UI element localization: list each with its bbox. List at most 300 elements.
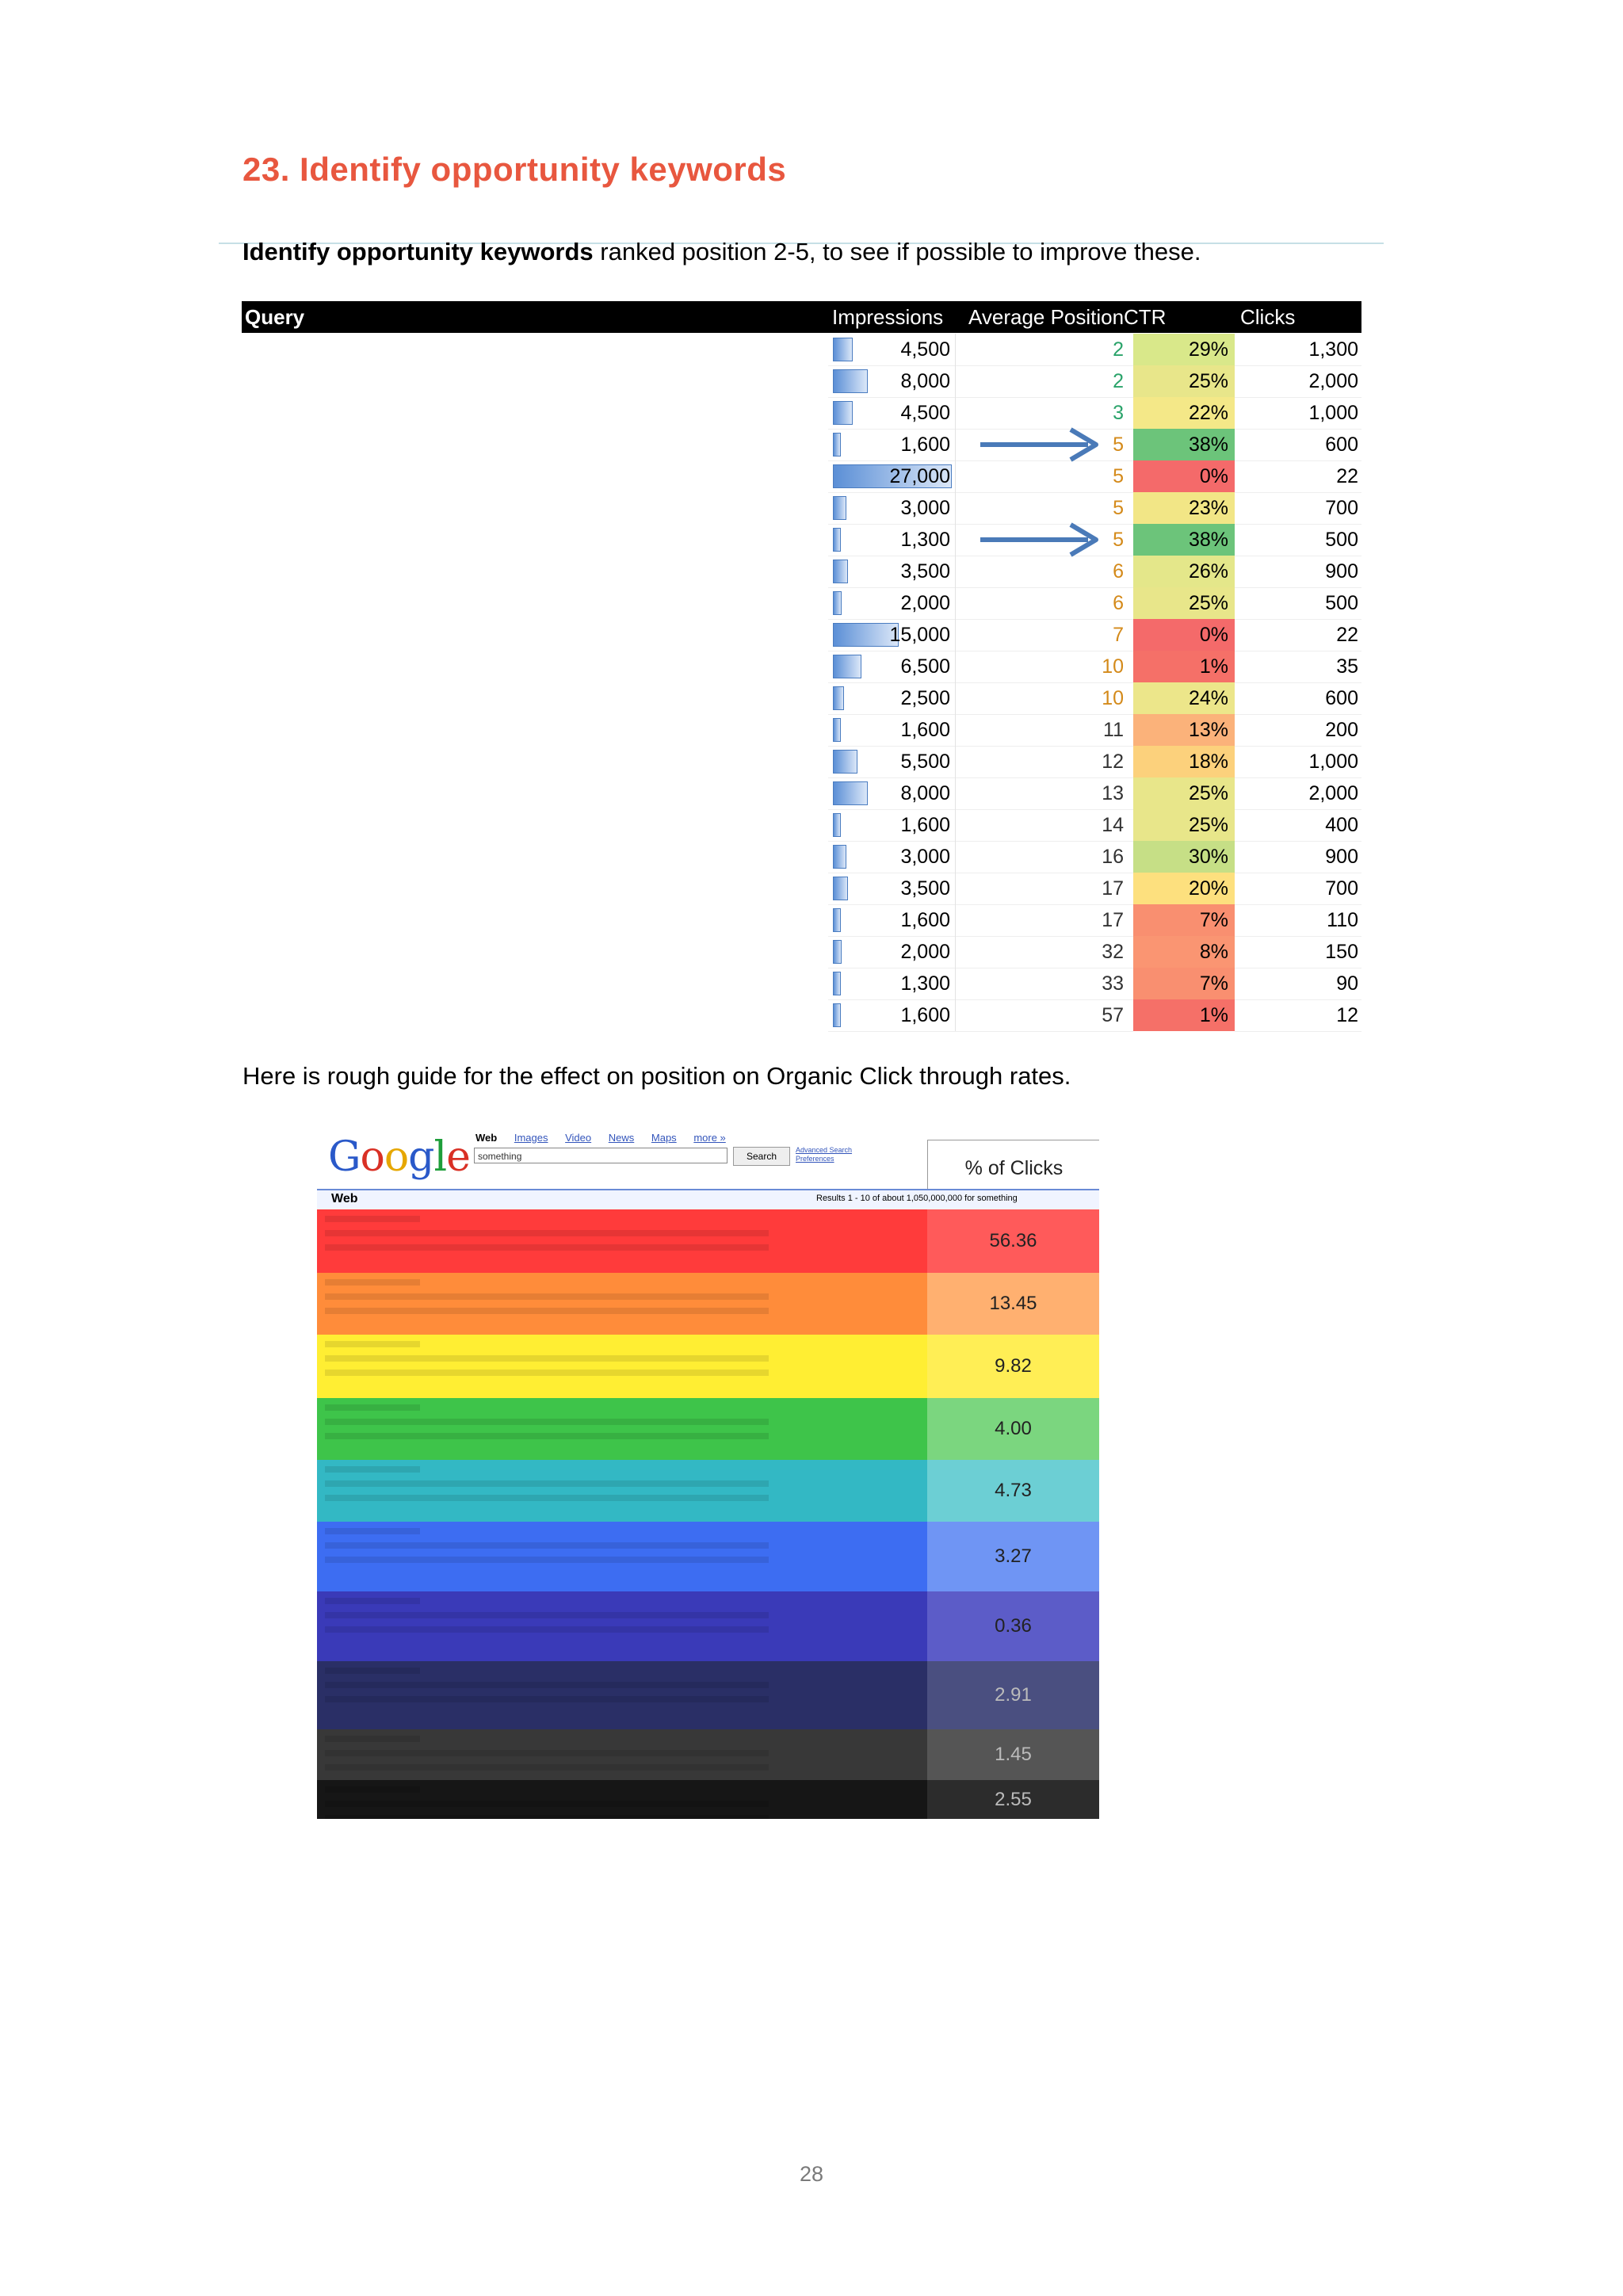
serp-result-snippet — [317, 1398, 927, 1460]
table-row — [242, 556, 1361, 587]
ctr-value: 22% — [1188, 402, 1228, 424]
impressions-data-bar — [833, 813, 841, 837]
ctr-cell — [1133, 365, 1235, 397]
table-row — [242, 334, 1361, 365]
impressions-cell — [828, 873, 956, 905]
impressions-cell — [828, 841, 956, 873]
serp-result-band — [317, 1335, 1099, 1398]
ctr-cell — [1133, 968, 1235, 999]
snippet-line — [325, 1433, 769, 1439]
impressions-cell — [828, 619, 956, 651]
impressions-cell — [828, 397, 956, 430]
nav-more: more » — [693, 1132, 726, 1144]
serp-header — [317, 1110, 1099, 1197]
impressions-data-bar — [833, 528, 841, 552]
clicks-value: 110 — [1327, 909, 1358, 931]
ctr-cell — [1133, 429, 1235, 460]
ctr-value: 0% — [1199, 465, 1228, 487]
serp-result-snippet — [317, 1729, 927, 1780]
table-header — [242, 301, 1361, 333]
ctr-cell — [1133, 777, 1235, 809]
snippet-line — [325, 1764, 769, 1771]
ctr-value: 29% — [1188, 338, 1228, 361]
ctr-value: 13% — [1188, 719, 1228, 741]
position-value: 5 — [1113, 434, 1124, 456]
position-cell — [955, 651, 1133, 683]
impressions-cell — [828, 682, 956, 715]
ctr-cell — [1133, 746, 1235, 777]
ctr-value: 25% — [1188, 370, 1228, 392]
impressions-data-bar — [833, 655, 861, 678]
snippet-line — [325, 1668, 420, 1674]
position-value: 17 — [1102, 877, 1124, 900]
clicks-value: 1,300 — [1308, 338, 1358, 361]
impressions-data-bar — [833, 369, 868, 393]
impressions-value: 3,000 — [900, 846, 950, 868]
table-row — [242, 619, 1361, 651]
snippet-line — [325, 1466, 420, 1473]
ctr-value: 20% — [1188, 877, 1228, 900]
position-cell — [955, 460, 1133, 493]
ctr-value: 1% — [1199, 655, 1228, 678]
clicks-value: 900 — [1325, 560, 1358, 583]
impressions-cell — [828, 968, 956, 1000]
clicks-value: 35 — [1336, 655, 1358, 678]
impressions-value: 1,600 — [900, 719, 950, 741]
snippet-line — [325, 1308, 769, 1314]
ctr-cell — [1133, 714, 1235, 746]
position-value: 33 — [1102, 972, 1124, 995]
position-value: 6 — [1113, 560, 1124, 583]
clicks-cell — [1235, 492, 1361, 525]
table-row — [242, 999, 1361, 1031]
snippet-line — [325, 1370, 769, 1376]
position-value: 14 — [1102, 814, 1124, 836]
table-row — [242, 524, 1361, 556]
serp-click-distribution-image — [317, 1110, 1099, 1819]
position-cell — [955, 809, 1133, 842]
intro-paragraph — [242, 238, 1201, 266]
position-value: 57 — [1102, 1004, 1124, 1026]
clicks-value: 1,000 — [1308, 751, 1358, 773]
nav-news: News — [608, 1132, 635, 1144]
serp-result-band — [317, 1273, 1099, 1335]
clicks-value: 600 — [1325, 687, 1358, 709]
intro-text: ranked position 2-5, to see if possible to improve these. — [593, 238, 1201, 266]
serp-nav — [475, 1132, 740, 1144]
position-value: 2 — [1113, 370, 1124, 392]
impressions-data-bar — [833, 560, 848, 583]
impressions-value: 3,500 — [900, 560, 950, 583]
clicks-value: 2,000 — [1308, 370, 1358, 392]
ctr-cell — [1133, 936, 1235, 968]
impressions-data-bar — [833, 401, 853, 425]
position-value: 16 — [1102, 846, 1124, 868]
position-cell — [955, 873, 1133, 905]
percent-clicks-value: 2.91 — [927, 1661, 1099, 1729]
ctr-cell — [1133, 334, 1235, 365]
snippet-line — [325, 1230, 769, 1236]
clicks-value: 22 — [1336, 465, 1358, 487]
snippet-line — [325, 1750, 769, 1756]
clicks-cell — [1235, 365, 1361, 398]
position-cell — [955, 968, 1133, 1000]
impressions-value: 2,500 — [900, 687, 950, 709]
clicks-cell — [1235, 651, 1361, 683]
impressions-value: 1,300 — [900, 972, 950, 995]
snippet-line — [325, 1216, 420, 1222]
clicks-cell — [1235, 809, 1361, 842]
serp-result-band — [317, 1522, 1099, 1591]
nav-images: Images — [514, 1132, 548, 1144]
caption-text: Here is rough guide for the effect on position on Organic Click through rates. — [242, 1062, 1071, 1090]
serp-result-band — [317, 1729, 1099, 1780]
header-clicks: Clicks — [1240, 305, 1296, 329]
impressions-value: 4,500 — [900, 402, 950, 424]
table-row — [242, 841, 1361, 873]
position-value: 2 — [1113, 338, 1124, 361]
serp-result-band — [317, 1398, 1099, 1460]
impressions-cell — [828, 999, 956, 1032]
serp-result-snippet — [317, 1522, 927, 1591]
position-cell — [955, 904, 1133, 937]
serp-search-input: something — [474, 1148, 727, 1163]
impressions-cell — [828, 365, 956, 398]
ctr-value: 18% — [1188, 751, 1228, 773]
clicks-cell — [1235, 334, 1361, 366]
highlight-arrow-icon — [977, 425, 1104, 464]
clicks-cell — [1235, 968, 1361, 1000]
position-value: 5 — [1113, 465, 1124, 487]
impressions-value: 4,500 — [900, 338, 950, 361]
impressions-data-bar — [833, 591, 842, 615]
ctr-cell — [1133, 651, 1235, 682]
results-count: Results 1 - 10 of about 1,050,000,000 for something — [816, 1194, 1018, 1203]
position-value: 6 — [1113, 592, 1124, 614]
snippet-line — [325, 1598, 420, 1604]
section-heading: 23. Identify opportunity keywords — [242, 151, 787, 188]
ctr-value: 25% — [1188, 814, 1228, 836]
header-query: Query — [245, 305, 305, 329]
percent-clicks-value: 4.00 — [927, 1398, 1099, 1460]
snippet-line — [325, 1542, 769, 1549]
web-label: Web — [331, 1192, 358, 1205]
impressions-data-bar — [833, 338, 853, 361]
impressions-cell — [828, 746, 956, 778]
nav-video: Video — [565, 1132, 592, 1144]
ctr-cell — [1133, 873, 1235, 904]
position-value: 12 — [1102, 751, 1124, 773]
position-value: 10 — [1102, 655, 1124, 678]
impressions-cell — [828, 524, 956, 556]
position-cell — [955, 777, 1133, 810]
ctr-value: 0% — [1199, 624, 1228, 646]
table-row — [242, 904, 1361, 936]
table-row — [242, 429, 1361, 460]
impressions-data-bar — [833, 781, 868, 805]
google-logo: Google — [328, 1133, 470, 1181]
ctr-value: 7% — [1199, 972, 1228, 995]
table-row — [242, 651, 1361, 682]
header-ctr: CTR — [1124, 305, 1167, 329]
snippet-line — [325, 1293, 769, 1300]
percent-clicks-value: 3.27 — [927, 1522, 1099, 1591]
ctr-value: 38% — [1188, 434, 1228, 456]
position-value: 7 — [1113, 624, 1124, 646]
percent-clicks-header: % of Clicks — [927, 1140, 1099, 1197]
snippet-line — [325, 1341, 420, 1347]
ctr-cell — [1133, 524, 1235, 556]
clicks-value: 700 — [1325, 877, 1358, 900]
snippet-line — [325, 1404, 420, 1411]
clicks-cell — [1235, 397, 1361, 430]
percent-clicks-value: 1.45 — [927, 1729, 1099, 1780]
nav-web: Web — [475, 1132, 498, 1144]
position-value: 3 — [1113, 402, 1124, 424]
position-value: 5 — [1113, 497, 1124, 519]
impressions-data-bar — [833, 845, 846, 869]
table-row — [242, 968, 1361, 999]
impressions-data-bar — [833, 1003, 841, 1027]
table-row — [242, 460, 1361, 492]
snippet-line — [325, 1495, 769, 1501]
ctr-cell — [1133, 999, 1235, 1031]
impressions-data-bar — [833, 877, 848, 900]
clicks-value: 12 — [1336, 1004, 1358, 1026]
snippet-line — [325, 1696, 769, 1702]
table-row — [242, 746, 1361, 777]
impressions-cell — [828, 904, 956, 937]
clicks-cell — [1235, 619, 1361, 651]
clicks-value: 2,000 — [1308, 782, 1358, 804]
snippet-line — [325, 1801, 769, 1807]
serp-result-snippet — [317, 1273, 927, 1335]
ctr-cell — [1133, 841, 1235, 873]
snippet-line — [325, 1557, 769, 1563]
position-cell — [955, 365, 1133, 398]
ctr-value: 8% — [1199, 941, 1228, 963]
serp-result-snippet — [317, 1661, 927, 1729]
ctr-cell — [1133, 809, 1235, 841]
ctr-value: 30% — [1188, 846, 1228, 868]
percent-clicks-value: 56.36 — [927, 1209, 1099, 1273]
impressions-cell — [828, 334, 956, 366]
serp-result-snippet — [317, 1780, 927, 1819]
snippet-line — [325, 1419, 769, 1425]
impressions-value: 2,000 — [900, 592, 950, 614]
highlight-arrow-icon — [977, 520, 1104, 560]
snippet-line — [325, 1682, 769, 1688]
serp-result-snippet — [317, 1209, 927, 1273]
snippet-line — [325, 1355, 769, 1362]
clicks-value: 200 — [1325, 719, 1358, 741]
clicks-value: 600 — [1325, 434, 1358, 456]
clicks-cell — [1235, 556, 1361, 588]
clicks-cell — [1235, 587, 1361, 620]
position-value: 5 — [1113, 529, 1124, 551]
clicks-cell — [1235, 841, 1361, 873]
position-value: 13 — [1102, 782, 1124, 804]
impressions-data-bar — [833, 496, 846, 520]
clicks-value: 400 — [1325, 814, 1358, 836]
clicks-value: 1,000 — [1308, 402, 1358, 424]
impressions-value: 3,000 — [900, 497, 950, 519]
ctr-cell — [1133, 492, 1235, 524]
impressions-cell — [828, 936, 956, 968]
table-row — [242, 714, 1361, 746]
position-cell — [955, 587, 1133, 620]
position-cell — [955, 682, 1133, 715]
position-cell — [955, 746, 1133, 778]
serp-result-band — [317, 1661, 1099, 1729]
clicks-cell — [1235, 524, 1361, 556]
impressions-value: 1,600 — [900, 814, 950, 836]
impressions-cell — [828, 587, 956, 620]
impressions-value: 8,000 — [900, 782, 950, 804]
snippet-line — [325, 1815, 769, 1819]
table-row — [242, 936, 1361, 968]
serp-result-snippet — [317, 1335, 927, 1398]
ctr-cell — [1133, 587, 1235, 619]
clicks-cell — [1235, 936, 1361, 968]
clicks-cell — [1235, 714, 1361, 747]
position-value: 11 — [1103, 719, 1124, 741]
clicks-cell — [1235, 460, 1361, 493]
ctr-value: 7% — [1199, 909, 1228, 931]
table-row — [242, 873, 1361, 904]
table-row — [242, 397, 1361, 429]
snippet-line — [325, 1786, 420, 1793]
keyword-table — [242, 301, 1361, 1026]
position-cell — [955, 556, 1133, 588]
position-cell — [955, 841, 1133, 873]
clicks-cell — [1235, 904, 1361, 937]
position-value: 10 — [1102, 687, 1124, 709]
impressions-value: 2,000 — [900, 941, 950, 963]
page-number: 28 — [799, 2162, 824, 2186]
table-row — [242, 809, 1361, 841]
clicks-cell — [1235, 429, 1361, 461]
ctr-value: 25% — [1188, 782, 1228, 804]
ctr-cell — [1133, 904, 1235, 936]
impressions-value: 1,600 — [900, 1004, 950, 1026]
clicks-value: 150 — [1325, 941, 1358, 963]
header-average-position: Average Position — [968, 305, 1125, 329]
impressions-data-bar — [833, 972, 841, 995]
serp-web-bar — [317, 1189, 1099, 1209]
impressions-value: 15,000 — [889, 624, 950, 646]
clicks-value: 500 — [1325, 592, 1358, 614]
position-cell — [955, 714, 1133, 747]
nav-maps: Maps — [651, 1132, 677, 1144]
serp-result-snippet — [317, 1460, 927, 1522]
impressions-data-bar — [833, 940, 842, 964]
position-value: 32 — [1102, 941, 1124, 963]
impressions-value: 1,600 — [900, 909, 950, 931]
intro-bold: Identify opportunity keywords — [242, 238, 594, 266]
clicks-cell — [1235, 746, 1361, 778]
snippet-line — [325, 1736, 420, 1742]
serp-result-band — [317, 1460, 1099, 1522]
percent-clicks-value: 9.82 — [927, 1335, 1099, 1398]
position-cell — [955, 936, 1133, 968]
impressions-data-bar — [833, 908, 841, 932]
table-row — [242, 587, 1361, 619]
ctr-cell — [1133, 619, 1235, 651]
ctr-value: 1% — [1199, 1004, 1228, 1026]
position-cell — [955, 999, 1133, 1032]
snippet-line — [325, 1626, 769, 1633]
clicks-cell — [1235, 777, 1361, 810]
impressions-cell — [828, 556, 956, 588]
ctr-value: 25% — [1188, 592, 1228, 614]
impressions-cell — [828, 492, 956, 525]
impressions-data-bar — [833, 433, 841, 457]
position-value: 17 — [1102, 909, 1124, 931]
impressions-value: 6,500 — [900, 655, 950, 678]
serp-result-snippet — [317, 1591, 927, 1661]
impressions-data-bar — [833, 718, 841, 742]
impressions-cell — [828, 809, 956, 842]
snippet-line — [325, 1480, 769, 1487]
serp-result-band — [317, 1780, 1099, 1819]
table-row — [242, 365, 1361, 397]
clicks-value: 900 — [1325, 846, 1358, 868]
clicks-cell — [1235, 873, 1361, 905]
impressions-data-bar — [833, 686, 844, 710]
clicks-value: 22 — [1336, 624, 1358, 646]
percent-clicks-value: 4.73 — [927, 1460, 1099, 1522]
clicks-value: 700 — [1325, 497, 1358, 519]
table-row — [242, 492, 1361, 524]
ctr-value: 24% — [1188, 687, 1228, 709]
impressions-value: 5,500 — [900, 751, 950, 773]
serp-search-button: Search — [733, 1147, 790, 1166]
percent-clicks-value: 13.45 — [927, 1273, 1099, 1335]
clicks-cell — [1235, 999, 1361, 1032]
clicks-cell — [1235, 682, 1361, 715]
percent-clicks-value: 2.55 — [927, 1780, 1099, 1819]
ctr-cell — [1133, 682, 1235, 714]
preferences-link: Preferences — [796, 1155, 834, 1163]
position-cell — [955, 619, 1133, 651]
ctr-value: 26% — [1188, 560, 1228, 583]
ctr-cell — [1133, 397, 1235, 429]
header-impressions: Impressions — [832, 305, 944, 329]
snippet-line — [325, 1279, 420, 1286]
impressions-cell — [828, 460, 956, 493]
table-row — [242, 682, 1361, 714]
snippet-line — [325, 1612, 769, 1618]
clicks-value: 90 — [1336, 972, 1358, 995]
serp-advanced-links — [796, 1146, 852, 1163]
impressions-cell — [828, 429, 956, 461]
serp-result-band — [317, 1209, 1099, 1273]
snippet-line — [325, 1528, 420, 1534]
impressions-value: 3,500 — [900, 877, 950, 900]
impressions-cell — [828, 651, 956, 683]
snippet-line — [325, 1244, 769, 1251]
table-row — [242, 777, 1361, 809]
ctr-value: 38% — [1188, 529, 1228, 551]
impressions-value: 1,600 — [900, 434, 950, 456]
impressions-value: 1,300 — [900, 529, 950, 551]
position-cell — [955, 334, 1133, 366]
impressions-cell — [828, 777, 956, 810]
percent-clicks-value: 0.36 — [927, 1591, 1099, 1661]
serp-result-band — [317, 1591, 1099, 1661]
advanced-search-link: Advanced Search — [796, 1146, 853, 1154]
